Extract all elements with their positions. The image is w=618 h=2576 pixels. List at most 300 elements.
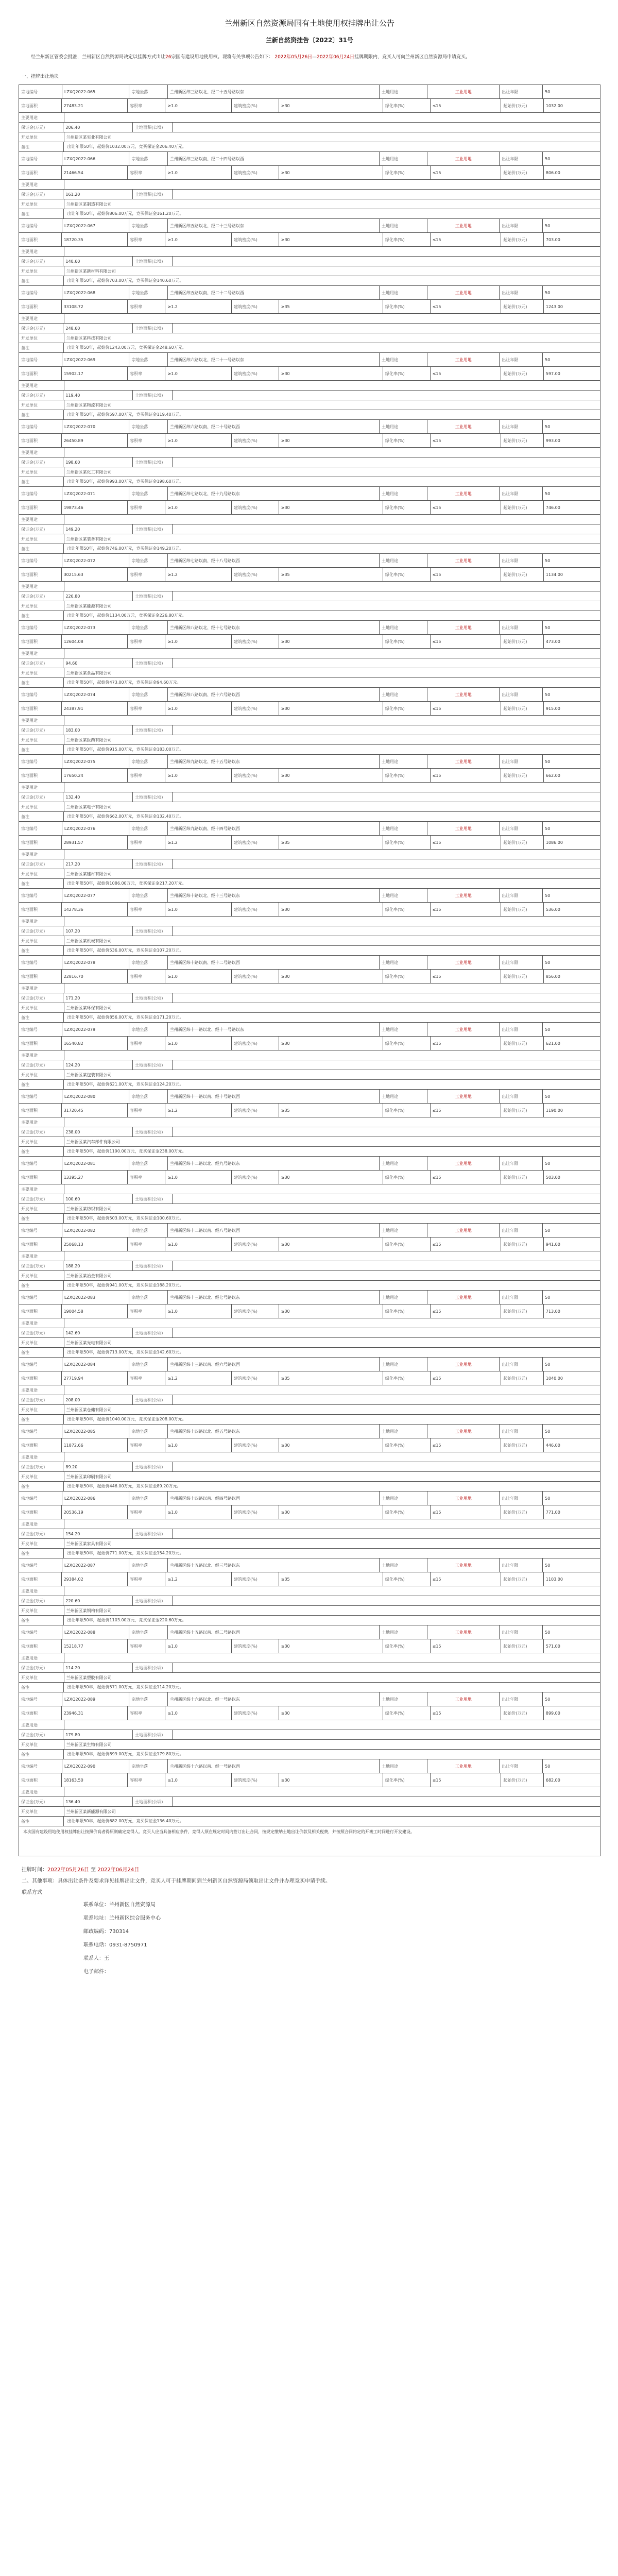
parcel-price: 703.00 — [544, 233, 600, 246]
parcel-remark: 出让年限50年，起始价899.00万元，竞买保证金179.80万元。 — [64, 1750, 600, 1759]
label-price: 起始价(万元) — [501, 99, 544, 112]
label-green: 绿化率(%) — [383, 769, 431, 782]
parcel-green: ≤15 — [431, 1572, 502, 1586]
label-purpose: 土地用途 — [380, 1224, 427, 1237]
label-green: 绿化率(%) — [383, 635, 431, 648]
parcel-area: 24387.91 — [62, 702, 128, 715]
parcel-use-empty — [64, 1519, 600, 1529]
parcel-sub-empty — [173, 859, 600, 869]
label-deposit: 保证金(万元) — [19, 324, 63, 333]
parcel-blank-row — [19, 1251, 600, 1261]
parcel-remark-row — [19, 1214, 600, 1224]
parcel-density: ≥30 — [279, 166, 383, 179]
label-deposit: 保证金(万元) — [19, 1797, 63, 1806]
label-term: 出让年限 — [500, 1759, 543, 1773]
parcel-use-empty — [64, 180, 600, 189]
parcel-deposit: 183.00 — [63, 725, 133, 735]
parcel-code: LZXQ2022-087 — [62, 1558, 130, 1572]
label-remark: 备注 — [19, 1549, 64, 1558]
label-code: 宗地编号 — [19, 1492, 62, 1505]
label-purpose: 土地用途 — [380, 956, 427, 969]
parcel-remark-row — [19, 544, 600, 554]
parcel-blank-row — [19, 247, 600, 257]
parcel-dev: 兰州新区某实业有限公司 — [64, 132, 600, 142]
parcel-dev-row — [19, 735, 600, 745]
parcel-price: 1190.00 — [544, 1104, 600, 1117]
parcel-sub-empty — [173, 1328, 600, 1337]
parcel-plot-ratio: ≥1.0 — [165, 501, 232, 514]
parcel-green: ≤15 — [431, 903, 502, 916]
parcel-remark: 出让年限50年，起始价856.00万元，竞买保证金171.20万元。 — [64, 1013, 600, 1022]
parcel-deposit: 220.60 — [63, 1596, 133, 1605]
parcel-deposit-row — [19, 1462, 600, 1472]
parcel-deposit: 142.60 — [63, 1328, 133, 1337]
parcel-density: ≥30 — [279, 1773, 383, 1787]
label-sub-area: 土地面积(公顷) — [133, 993, 173, 1003]
label-price: 起始价(万元) — [501, 903, 544, 916]
document-page — [19, 0, 600, 1987]
parcel-use-empty — [64, 1452, 600, 1462]
parcel-green: ≤15 — [431, 1171, 502, 1184]
parcel-use-empty — [64, 984, 600, 993]
parcel-sub-empty — [173, 1060, 600, 1070]
parcel-remark: 出让年限50年，起始价993.00万元，竞买保证金198.60万元。 — [64, 477, 600, 486]
parcel-green: ≤15 — [431, 1773, 502, 1787]
parcel-code: LZXQ2022-083 — [62, 1291, 130, 1304]
label-density: 建筑密度(%) — [232, 702, 279, 715]
parcel-sub-empty — [173, 324, 600, 333]
label-sub-area: 土地面积(公顷) — [133, 792, 173, 802]
label-green: 绿化率(%) — [383, 1773, 431, 1787]
parcel-deposit-row — [19, 1060, 600, 1070]
label-dev: 开发单位 — [19, 199, 64, 209]
parcel-area: 28931.57 — [62, 836, 128, 849]
label-sub-area: 土地面积(公顷) — [133, 524, 173, 534]
label-green: 绿化率(%) — [383, 903, 431, 916]
parcel-area-row — [19, 233, 600, 247]
label-price: 起始价(万元) — [501, 1238, 544, 1251]
parcel-dev: 兰州新区某光电有限公司 — [64, 1338, 600, 1347]
parcel-green: ≤15 — [431, 1304, 502, 1318]
label-green: 绿化率(%) — [383, 501, 431, 514]
parcel-green: ≤15 — [431, 769, 502, 782]
parcel-green: ≤15 — [431, 1639, 502, 1653]
parcel-green: ≤15 — [431, 1037, 502, 1050]
parcel-header-row — [19, 688, 600, 702]
parcel-remark-row — [19, 1147, 600, 1157]
parcel-location: 兰州新区纬十六路以南、经一号路以西 — [168, 1759, 380, 1773]
label-sub-area: 土地面积(公顷) — [133, 1328, 173, 1337]
parcel-plot-ratio: ≥1.2 — [165, 1371, 232, 1385]
parcel-purpose: 工业用地 — [427, 822, 500, 835]
parcel-dev-row — [19, 1003, 600, 1013]
parcel-density: ≥30 — [279, 635, 383, 648]
parcel-density: ≥30 — [279, 1505, 383, 1519]
parcel-purpose: 工业用地 — [427, 621, 500, 634]
parcel-remark-row — [19, 1616, 600, 1625]
parcel-density: ≥30 — [279, 769, 383, 782]
parcel-dev: 兰州新区某钢构有限公司 — [64, 1606, 600, 1615]
parcel-green: ≤15 — [431, 233, 502, 246]
parcel-remark: 出让年限50年，起始价771.00万元，竞买保证金154.20万元。 — [64, 1549, 600, 1558]
parcel-purpose: 工业用地 — [427, 1224, 500, 1237]
parcel-sub-empty — [173, 591, 600, 601]
label-remark: 备注 — [19, 209, 64, 218]
label-use: 主要用途 — [19, 1050, 64, 1060]
label-remark: 备注 — [19, 1482, 64, 1491]
label-code: 宗地编号 — [19, 286, 62, 299]
label-plot-ratio: 容积率 — [128, 99, 165, 112]
parcel-density: ≥30 — [279, 434, 383, 447]
parcel-location: 兰州新区纬六路以南、经二十号路以西 — [168, 420, 380, 433]
parcel-area-row — [19, 1037, 600, 1050]
label-plot-ratio: 容积率 — [128, 1037, 165, 1050]
parcel-use-empty — [64, 448, 600, 457]
label-density: 建筑密度(%) — [232, 1371, 279, 1385]
parcel-green: ≤15 — [431, 702, 502, 715]
parcel-dev-row — [19, 467, 600, 477]
parcel-plot-ratio: ≥1.0 — [165, 99, 232, 112]
label-deposit: 保证金(万元) — [19, 993, 63, 1003]
parcel-use-empty — [64, 314, 600, 323]
parcel-price: 571.00 — [544, 1639, 600, 1653]
parcel-area: 20536.19 — [62, 1505, 128, 1519]
parcel-remark: 出让年限50年，起始价915.00万元，竞买保证金183.00万元。 — [64, 745, 600, 754]
intro-paragraph: 经兰州新区管委会批准，兰州新区自然资源局决定以挂牌方式出让26宗国有建设用地使用权。现将有关事项公告如下： 2022年05月26日—2022年06月24日挂牌期限内，竞买人可向兰州新区自然资源局申请竞买。 — [31, 55, 470, 60]
label-code: 宗地编号 — [19, 1090, 62, 1103]
contact-line: 联系人：王 — [83, 1956, 109, 1961]
parcel-header-row — [19, 1358, 600, 1371]
parcel-blank-row — [19, 1184, 600, 1194]
parcel-area-row — [19, 1572, 600, 1586]
parcel-plot-ratio: ≥1.2 — [165, 1572, 232, 1586]
label-price: 起始价(万元) — [501, 1371, 544, 1385]
parcel-code: LZXQ2022-090 — [62, 1759, 130, 1773]
label-code: 宗地编号 — [19, 822, 62, 835]
parcel-sub-empty — [173, 926, 600, 936]
parcel-term: 50 — [543, 1023, 600, 1036]
parcel-density: ≥30 — [279, 1171, 383, 1184]
parcel-density: ≥30 — [279, 970, 383, 983]
parcel-blank-row — [19, 850, 600, 859]
parcel-dev: 兰州新区某化工有限公司 — [64, 467, 600, 477]
parcel-sub-empty — [173, 1462, 600, 1471]
label-green: 绿化率(%) — [383, 367, 431, 380]
parcel-deposit-row — [19, 1395, 600, 1405]
parcel-area-row — [19, 1171, 600, 1184]
parcel-term: 50 — [543, 152, 600, 165]
label-density: 建筑密度(%) — [232, 769, 279, 782]
parcel-term: 50 — [543, 1090, 600, 1103]
label-use: 主要用途 — [19, 1653, 64, 1663]
label-purpose: 土地用途 — [380, 889, 427, 902]
parcel-area-row — [19, 903, 600, 917]
label-plot-ratio: 容积率 — [128, 1104, 165, 1117]
parcel-sub-empty — [173, 457, 600, 467]
parcel-area-row — [19, 970, 600, 984]
label-density: 建筑密度(%) — [232, 836, 279, 849]
parcel-use-empty — [64, 1117, 600, 1127]
parcel-dev-row — [19, 1271, 600, 1281]
parcel-location: 兰州新区纬十三路以南、经六号路以西 — [168, 1358, 380, 1371]
label-deposit: 保证金(万元) — [19, 591, 63, 601]
parcel-plot-ratio: ≥1.0 — [165, 970, 232, 983]
parcel-blank-row — [19, 515, 600, 524]
parcel-deposit: 132.40 — [63, 792, 133, 802]
parcel-blank-row — [19, 448, 600, 457]
label-code: 宗地编号 — [19, 1358, 62, 1371]
label-use: 主要用途 — [19, 1586, 64, 1596]
label-dev: 开发单位 — [19, 1405, 64, 1414]
page-title: 兰州新区自然资源局国有土地使用权挂牌出让公告 — [224, 19, 394, 28]
label-deposit: 保证金(万元) — [19, 1194, 63, 1204]
parcel-sub-empty — [173, 1730, 600, 1739]
label-price: 起始价(万元) — [501, 1037, 544, 1050]
label-term: 出让年限 — [500, 1291, 543, 1304]
parcel-plot-ratio: ≥1.0 — [165, 367, 232, 380]
parcel-deposit-row — [19, 1261, 600, 1271]
parcel-blank-row — [19, 180, 600, 190]
parcel-price: 1243.00 — [544, 300, 600, 313]
label-area: 宗地面积 — [19, 1238, 62, 1251]
parcels-table — [19, 84, 600, 1826]
label-green: 绿化率(%) — [383, 1171, 431, 1184]
parcel-density: ≥35 — [279, 1572, 383, 1586]
parcel-sub-empty — [173, 1797, 600, 1806]
label-purpose: 土地用途 — [380, 420, 427, 433]
parcel-deposit-row — [19, 859, 600, 869]
label-green: 绿化率(%) — [383, 1104, 431, 1117]
label-dev: 开发单位 — [19, 1539, 64, 1548]
parcel-area-row — [19, 434, 600, 448]
label-purpose: 土地用途 — [380, 219, 427, 232]
parcel-deposit-row — [19, 1797, 600, 1807]
parcel-blank-row — [19, 314, 600, 324]
label-price: 起始价(万元) — [501, 501, 544, 514]
parcel-price: 746.00 — [544, 501, 600, 514]
label-area: 宗地面积 — [19, 300, 62, 313]
parcel-blank-row — [19, 113, 600, 123]
parcel-price: 503.00 — [544, 1171, 600, 1184]
label-location: 宗地坐落 — [129, 1425, 167, 1438]
parcel-sub-empty — [173, 1194, 600, 1204]
label-area: 宗地面积 — [19, 635, 62, 648]
parcel-use-empty — [64, 850, 600, 859]
label-area: 宗地面积 — [19, 434, 62, 447]
parcel-green: ≤15 — [431, 99, 502, 112]
label-dev: 开发单位 — [19, 132, 64, 142]
parcel-dev: 兰州新区某电子有限公司 — [64, 802, 600, 811]
parcel-price: 1032.00 — [544, 99, 600, 112]
parcel-plot-ratio: ≥1.0 — [165, 635, 232, 648]
parcel-dev-row — [19, 1204, 600, 1214]
label-remark: 备注 — [19, 611, 64, 620]
label-location: 宗地坐落 — [129, 85, 167, 98]
parcel-remark-row — [19, 142, 600, 152]
parcel-dev: 兰州新区某包装有限公司 — [64, 1070, 600, 1079]
parcel-header-row — [19, 1492, 600, 1505]
label-remark: 备注 — [19, 544, 64, 553]
parcel-deposit: 198.60 — [63, 457, 133, 467]
label-use: 主要用途 — [19, 448, 64, 457]
label-price: 起始价(万元) — [501, 434, 544, 447]
label-code: 宗地编号 — [19, 1625, 62, 1639]
label-use: 主要用途 — [19, 381, 64, 390]
label-plot-ratio: 容积率 — [128, 367, 165, 380]
parcel-dev-row — [19, 199, 600, 209]
parcel-area: 23946.31 — [62, 1706, 128, 1720]
parcel-area: 12604.08 — [62, 635, 128, 648]
parcel-deposit: 179.80 — [63, 1730, 133, 1739]
label-deposit: 保证金(万元) — [19, 1462, 63, 1471]
label-remark: 备注 — [19, 1080, 64, 1089]
label-use: 主要用途 — [19, 850, 64, 859]
label-sub-area: 土地面积(公顷) — [133, 190, 173, 199]
label-remark: 备注 — [19, 879, 64, 888]
parcel-location: 兰州新区纬九路以北、经十五号路以东 — [168, 755, 380, 768]
label-sub-area: 土地面积(公顷) — [133, 1261, 173, 1270]
parcel-green: ≤15 — [431, 1104, 502, 1117]
label-code: 宗地编号 — [19, 554, 62, 567]
label-remark: 备注 — [19, 477, 64, 486]
contact-title: 联系方式 — [22, 1890, 42, 1895]
label-density: 建筑密度(%) — [232, 1572, 279, 1586]
parcel-dev-row — [19, 1740, 600, 1750]
parcel-purpose: 工业用地 — [427, 956, 500, 969]
label-location: 宗地坐落 — [129, 688, 167, 701]
label-green: 绿化率(%) — [383, 233, 431, 246]
label-use: 主要用途 — [19, 314, 64, 323]
label-location: 宗地坐落 — [129, 152, 167, 165]
parcel-deposit: 161.20 — [63, 190, 133, 199]
label-deposit: 保证金(万元) — [19, 1596, 63, 1605]
parcel-density: ≥30 — [279, 99, 383, 112]
label-location: 宗地坐落 — [129, 1558, 167, 1572]
label-location: 宗地坐落 — [129, 621, 167, 634]
label-green: 绿化率(%) — [383, 1371, 431, 1385]
parcel-dev-row — [19, 601, 600, 611]
label-plot-ratio: 容积率 — [128, 166, 165, 179]
parcel-area: 19873.46 — [62, 501, 128, 514]
parcel-use-empty — [64, 113, 600, 122]
label-area: 宗地面积 — [19, 166, 62, 179]
label-sub-area: 土地面积(公顷) — [133, 1127, 173, 1137]
parcel-code: LZXQ2022-068 — [62, 286, 130, 299]
parcel-location: 兰州新区纬十三路以北、经七号路以东 — [168, 1291, 380, 1304]
footer-other: 二、其他事项：具体出让条件及要求详见挂牌出让文件，竞买人可于挂牌期间到兰州新区自然资源局领取出让文件并办理竞买申请手续。 — [22, 1878, 331, 1884]
parcel-location: 兰州新区纬五路以南、经二十二号路以西 — [168, 286, 380, 299]
label-use: 主要用途 — [19, 984, 64, 993]
label-remark: 备注 — [19, 1013, 64, 1022]
parcel-sub-empty — [173, 257, 600, 266]
parcel-dev: 兰州新区某汽车部件有限公司 — [64, 1137, 600, 1146]
label-location: 宗地坐落 — [129, 1692, 167, 1706]
label-use: 主要用途 — [19, 783, 64, 792]
parcel-term: 50 — [543, 487, 600, 500]
parcel-blank-row — [19, 1519, 600, 1529]
label-sub-area: 土地面积(公顷) — [133, 859, 173, 869]
parcel-area: 17650.24 — [62, 769, 128, 782]
label-deposit: 保证金(万元) — [19, 257, 63, 266]
parcel-deposit-row — [19, 591, 600, 601]
parcel-deposit-row — [19, 1127, 600, 1137]
parcel-price: 662.00 — [544, 769, 600, 782]
footer-mid: 至 — [91, 1867, 96, 1873]
label-deposit: 保证金(万元) — [19, 1730, 63, 1739]
parcel-area: 31720.45 — [62, 1104, 128, 1117]
label-remark: 备注 — [19, 343, 64, 352]
parcel-area-row — [19, 568, 600, 582]
label-green: 绿化率(%) — [383, 1706, 431, 1720]
label-plot-ratio: 容积率 — [128, 501, 165, 514]
label-sub-area: 土地面积(公顷) — [133, 591, 173, 601]
label-deposit: 保证金(万元) — [19, 1663, 63, 1672]
intro-text-c: 挂牌期限内，竞买人可向兰州新区自然资源局申请竞买。 — [354, 55, 470, 60]
parcel-plot-ratio: ≥1.0 — [165, 1304, 232, 1318]
label-term: 出让年限 — [500, 1090, 543, 1103]
parcel-deposit-row — [19, 457, 600, 467]
parcel-header-row — [19, 1157, 600, 1171]
parcel-area: 25068.13 — [62, 1238, 128, 1251]
parcel-code: LZXQ2022-069 — [62, 353, 130, 366]
parcel-location: 兰州新区纬六路以北、经二十一号路以东 — [168, 353, 380, 366]
parcel-dev: 兰州新区某建材有限公司 — [64, 869, 600, 878]
parcel-term: 50 — [543, 554, 600, 567]
parcel-area: 15218.77 — [62, 1639, 128, 1653]
label-code: 宗地编号 — [19, 621, 62, 634]
parcel-purpose: 工业用地 — [427, 1090, 500, 1103]
label-price: 起始价(万元) — [501, 836, 544, 849]
label-sub-area: 土地面积(公顷) — [133, 658, 173, 668]
parcel-term: 50 — [543, 1358, 600, 1371]
parcel-remark-row — [19, 343, 600, 353]
parcel-area: 27719.94 — [62, 1371, 128, 1385]
label-deposit: 保证金(万元) — [19, 1395, 63, 1404]
parcel-header-row — [19, 420, 600, 434]
label-dev: 开发单位 — [19, 601, 64, 611]
label-location: 宗地坐落 — [129, 353, 167, 366]
parcel-dev: 兰州新区某食品有限公司 — [64, 668, 600, 677]
label-density: 建筑密度(%) — [232, 99, 279, 112]
parcel-dev-row — [19, 1606, 600, 1616]
parcel-use-empty — [64, 515, 600, 524]
label-plot-ratio: 容积率 — [128, 903, 165, 916]
parcel-area-row — [19, 367, 600, 381]
parcel-dev-row — [19, 534, 600, 544]
parcel-density: ≥30 — [279, 233, 383, 246]
label-purpose: 土地用途 — [380, 1090, 427, 1103]
parcel-use-empty — [64, 1787, 600, 1797]
parcel-remark-row — [19, 678, 600, 688]
parcel-header-row — [19, 1425, 600, 1438]
label-use: 主要用途 — [19, 1318, 64, 1328]
parcel-use-empty — [64, 649, 600, 658]
label-green: 绿化率(%) — [383, 970, 431, 983]
parcel-purpose: 工业用地 — [427, 1492, 500, 1505]
parcel-use-empty — [64, 1720, 600, 1730]
parcel-term: 50 — [543, 353, 600, 366]
parcel-remark: 出让年限50年，起始价473.00万元，竞买保证金94.60万元。 — [64, 678, 600, 687]
parcel-term: 50 — [543, 822, 600, 835]
label-green: 绿化率(%) — [383, 568, 431, 581]
parcel-deposit-row — [19, 1328, 600, 1338]
label-sub-area: 土地面积(公顷) — [133, 1462, 173, 1471]
parcel-deposit-row — [19, 725, 600, 735]
label-sub-area: 土地面积(公顷) — [133, 1797, 173, 1806]
parcel-dev: 兰州新区某制造有限公司 — [64, 199, 600, 209]
parcel-term: 50 — [543, 956, 600, 969]
parcel-area-row — [19, 1104, 600, 1117]
